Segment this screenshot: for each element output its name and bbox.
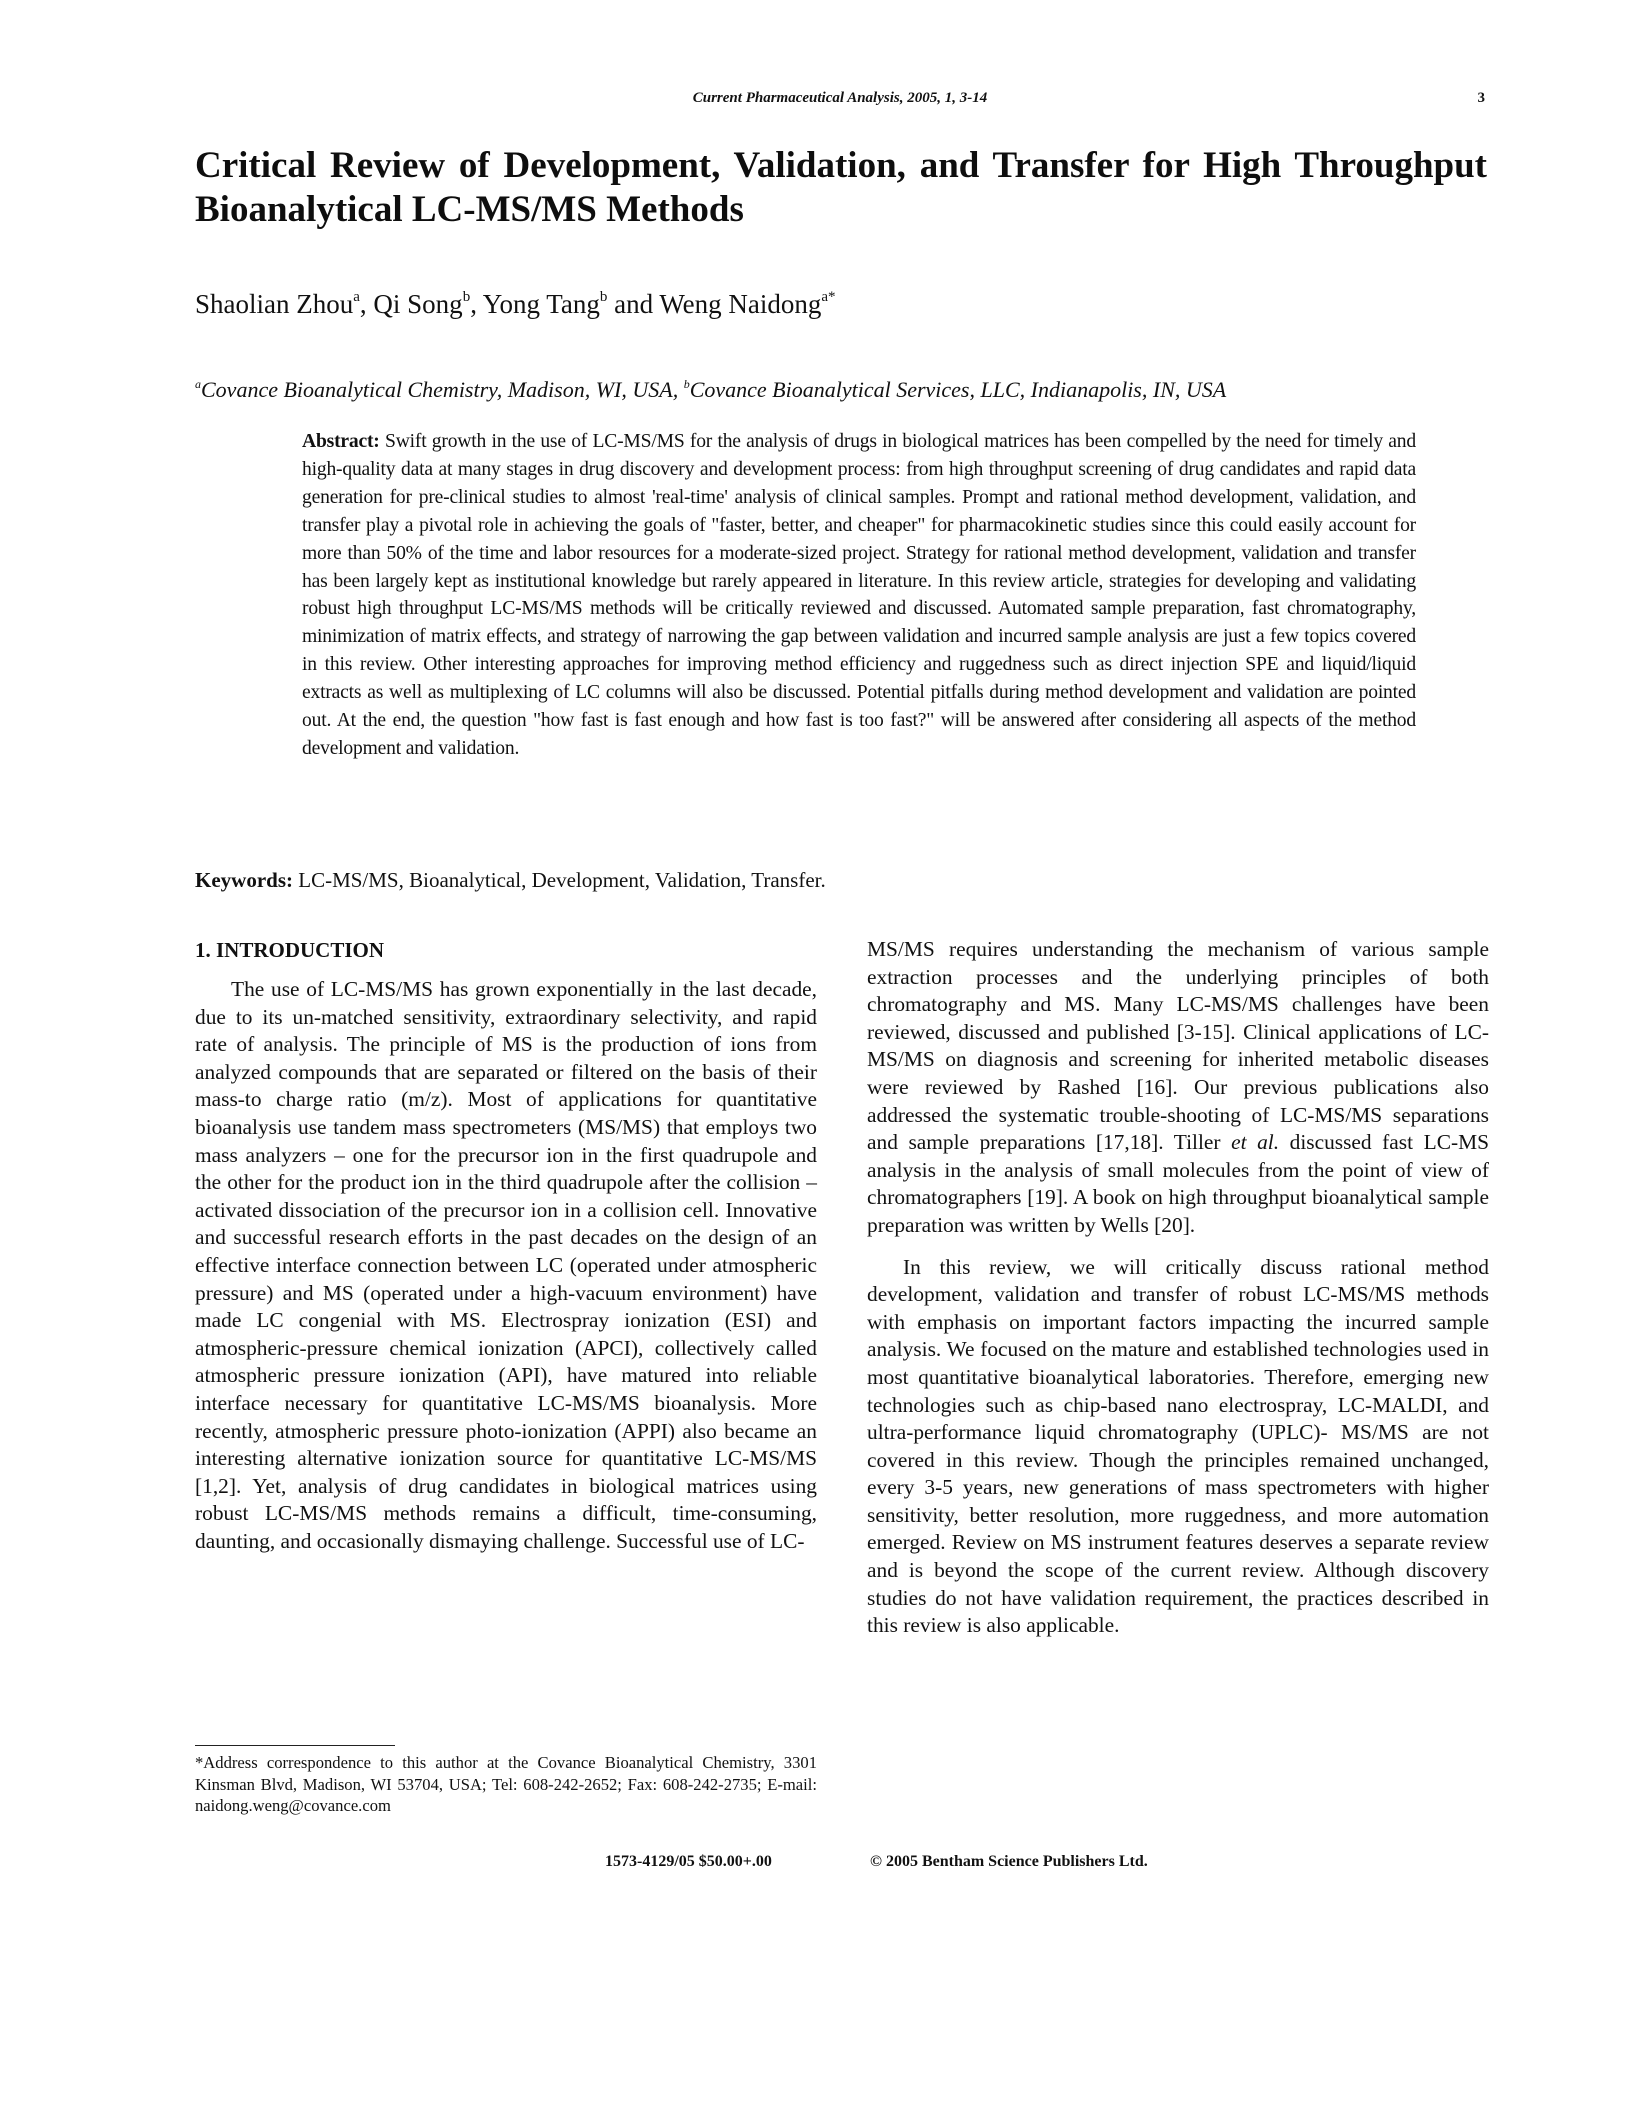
affiliation-mark: b [683, 377, 690, 391]
journal-citation [195, 90, 1485, 107]
affiliations [195, 370, 1487, 404]
copyright-notice: © 2005 Bentham Science Publishers Ltd. [870, 1853, 1148, 1870]
body-paragraph-continued [867, 936, 1489, 1240]
affiliation-mark: a [195, 377, 201, 391]
journal-name: Current Pharmaceutical Analysis, 2005, [692, 90, 941, 106]
author-name: Qi Song [373, 289, 463, 319]
correspondence-footnote: *Address correspondence to this author at the Covance Bioanalytical Chemistry, 3301 Kinsman Blvd, Madison, WI 53704, USA; Tel: 608-242-2652; Fax: 608-242-2735; E-mail: naidong.weng@covance.com [195, 1753, 817, 1815]
affiliation-text: Covance Bioanalytical Services, LLC, Indianapolis, IN, USA [689, 377, 1227, 402]
body-paragraph: In this review, we will critically discuss rational method development, validation and transfer of robust LC-MS/MS methods with emphasis on important factors impacting the incurred sample analysis. We focused on the mature and established technologies used in most quantitative bioanalytical laboratories. Therefore, emerging new technologies such as chip-based nano electrospray, LC-MALDI, and ultra-performance liquid chromatography (UPLC)- MS/MS are not covered in this review. Though the principles remained unchanged, every 3-5 years, new generations of mass spectrometers with higher sensitivity, better resolution, more ruggedness, and more automation emerged. Review on MS instrument features deserves a separate review and is beyond the scope of the current review. Although discovery studies do not have validation requirement, the practices described in this review is also applicable. [867, 1254, 1489, 1638]
author-name: Weng Naidong [659, 289, 822, 319]
keywords-text: LC-MS/MS, Bioanalytical, Development, Validation, Transfer. [298, 868, 826, 892]
keywords-label: Keywords: [195, 868, 293, 892]
author-separator: , [359, 289, 374, 319]
right-column [867, 936, 1489, 1640]
left-column [195, 936, 817, 1555]
article-title: Critical Review of Development, Validation, and Transfer for High Throughput Bioanalytical LC-MS/MS Methods [195, 145, 1487, 230]
issn-price: 1573-4129/05 $50.00+.00 [605, 1853, 772, 1870]
keywords [195, 866, 1487, 894]
page-footer [195, 1853, 1487, 1877]
author-name: Shaolian Zhou [195, 289, 354, 319]
section-heading: 1. INTRODUCTION [195, 938, 385, 962]
author-name: Yong Tang [482, 289, 600, 319]
page-number: 3 [1477, 90, 1485, 106]
abstract-label: Abstract: [302, 431, 380, 452]
journal-volume: 1, [944, 90, 956, 106]
journal-pages: 3-14 [959, 90, 988, 106]
affiliation-text: Covance Bioanalytical Chemistry, Madison, WI, USA, [201, 377, 684, 402]
author-affiliation-mark: b [462, 289, 471, 305]
author-affiliation-mark: a* [821, 289, 836, 305]
paragraph-text: MS/MS requires understanding the mechanism of various sample extraction processes and the underlying principles of both chromatography and MS. Many LC-MS/MS challenges have been reviewed, discussed and published [3-15]. Clinical applications of LC-MS/MS on diagnosis and screening for inherited metabolic diseases were reviewed by Rashed [16]. Our previous publications also addressed the systematic trouble-shooting of LC-MS/MS separations and sample preparations [17,18]. Tiller [867, 937, 1489, 1155]
running-header [195, 90, 1485, 114]
paragraph-text: discussed fast LC-MS analysis in the analysis of small molecules from the point of view of chromatographers [19]. A book on high throughput bioanalytical sample preparation was written by Wells [20]. [867, 1130, 1489, 1237]
footnote-divider [195, 1745, 395, 1746]
author-list [195, 280, 1487, 321]
body-paragraph: The use of LC-MS/MS has grown exponentially in the last decade, due to its un-matched sensitivity, extraordinary selectivity, and rapid rate of analysis. The principle of MS is the production of ions from analyzed compounds that are separated or filtered on the basis of their mass-to charge ratio (m/z). Most of applications for quantitative bioanalysis use tandem mass spectrometers (MS/MS) that employs two mass analyzers – one for the precursor ion in the first quadrupole and the other for the product ion in the third quadrupole after the collision – activated dissociation of the precursor ion in a collision cell. Innovative and successful research efforts in the past decades on the design of an effective interface connection between LC (operated under atmospheric pressure) and MS (operated under a high-vacuum environment) have made LC congenial with MS. Electrospray ionization (ESI) and atmospheric-pressure chemical ionization (APCI), collectively called atmospheric pressure ionization (API), have matured into reliable interface necessary for quantitative LC-MS/MS bioanalysis. More recently, atmospheric pressure photo-ionization (APPI) also became an interesting alternative ionization source for quantitative LC-MS/MS [1,2]. Yet, analysis of drug candidates in biological matrices using robust LC-MS/MS methods remains a difficult, time-consuming, daunting, and occasionally dismaying challenge. Successful use of LC- [195, 977, 817, 1553]
author-separator: , [470, 289, 483, 319]
author-separator: and [607, 289, 660, 319]
author-affiliation-mark: b [599, 289, 608, 305]
italic-text: et al. [1231, 1130, 1280, 1155]
abstract-text: Swift growth in the use of LC-MS/MS for the analysis of drugs in biological matrices has been compelled by the need for timely and high-quality data at many stages in drug discovery and development process: from high throughput screening of drug candidates and rapid data generation for pre-clinical studies to almost 'real-time' analysis of clinical samples. Prompt and rational method development, validation, and transfer play a pivotal role in achieving the goals of "faster, better, and cheaper" for pharmacokinetic studies since this could easily account for more than 50% of the time and labor resources for a moderate-sized project. Strategy for rational method development, validation and transfer has been largely kept as institutional knowledge but rarely appeared in literature. In this review article, strategies for developing and validating robust high throughput LC-MS/MS methods will be critically reviewed and discussed. Automated sample preparation, fast chromatography, minimization of matrix effects, and strategy of narrowing the gap between validation and incurred sample analysis are just a few topics covered in this review. Other interesting approaches for improving method efficiency and ruggedness such as direct injection SPE and liquid/liquid extracts as well as multiplexing of LC columns will also be discussed. Potential pitfalls during method development and validation are pointed out. At the end, the question "how fast is fast enough and how fast is too fast?" will be answered after considering all aspects of the method development and validation. [302, 431, 1416, 759]
author-affiliation-mark: a [353, 289, 360, 305]
abstract [302, 428, 1416, 763]
